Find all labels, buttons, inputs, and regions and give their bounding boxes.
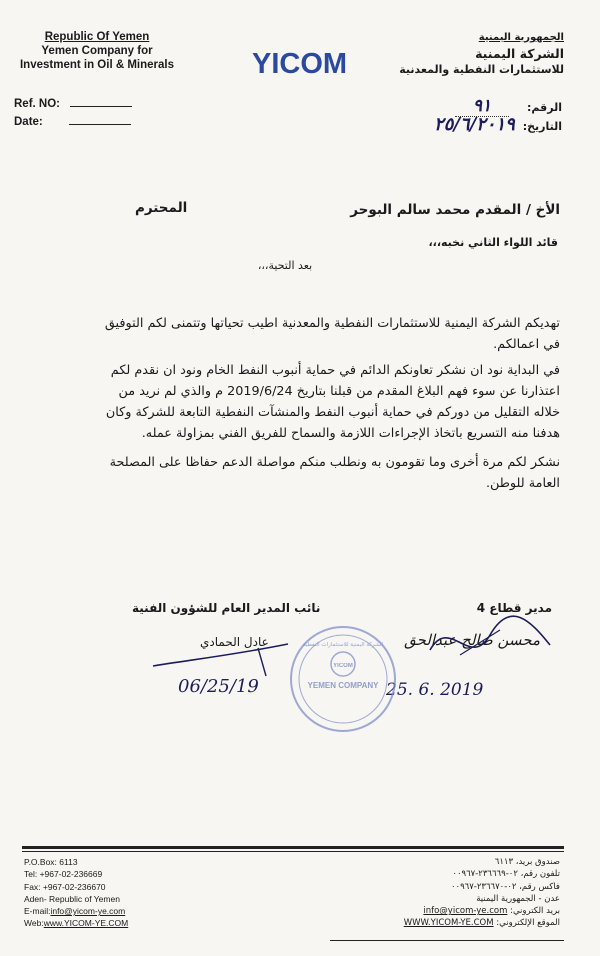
arabic-letterhead: [394, 30, 564, 78]
footer-web-label-ar: الموقع الإلكتروني:: [496, 918, 560, 929]
republic-en: Republic Of Yemen: [44, 31, 150, 43]
republic-ar: الجمهورية اليمنية: [478, 32, 564, 43]
website-link-en[interactable]: www.YICOM-YE.COM: [43, 918, 129, 929]
ar-ref-field: [455, 96, 562, 116]
para2-line3: خلاله التقليل من دوركم في حماية أنبوب النفط والمنشآت النفطية التابعة للشركة وكان: [105, 405, 560, 420]
footer-rule-thin: [22, 851, 564, 852]
right-signature-scribble: [420, 610, 560, 670]
ar-date-field: [434, 114, 562, 135]
ar-date-label: التاريخ:: [522, 120, 562, 133]
para1-line2: في اعمالكم.: [493, 337, 560, 352]
footer-city-en: Aden- Republic of Yemen: [24, 893, 120, 904]
stamp-logo-text: YICOM: [333, 663, 353, 669]
footer-web-ar: [370, 917, 560, 929]
footer-web-label-en: Web:: [24, 918, 44, 929]
logo-mark: [248, 44, 358, 80]
footer-tel-en: Tel: +967-02-236669: [24, 869, 103, 880]
para3-line2: العامة للوطن.: [485, 476, 560, 491]
website-link-ar[interactable]: WWW.YICOM-YE.COM: [403, 918, 494, 929]
company-en-line2: Investment in Oil & Minerals: [19, 59, 174, 71]
paragraph-1: [40, 313, 560, 355]
addressee: الأخ / المقدم محمد سالم البوحر: [350, 202, 560, 218]
footer-fax-ar: فاكس رقم، ٠٢-٢٣٦٦٧٠-٠٠٩٦٧: [450, 881, 560, 892]
footer-fax-en: Fax: +967-02-236670: [24, 881, 106, 892]
addressee-title: قائد اللواء الثاني نخبه،،،: [428, 236, 558, 249]
company-ar-line2: للاستثمارات النفطية والمعدنية: [399, 63, 564, 76]
para1-line1: تهديكم الشركة اليمنية للاستثمارات النفطية والمعدنية اطيب تحياتها وتتمنى لكم التوفيق: [104, 316, 560, 331]
footer-tel-ar: تلفون رقم، ٠٢-٢٣٦٦٦٩-٠٠٩٦٧: [452, 869, 560, 880]
logo-text: YICOM: [252, 48, 348, 80]
english-letterhead: [12, 30, 182, 72]
right-signatory-name: محسن صالح عبدالحق: [404, 631, 540, 649]
greeting: بعد التحية،،،: [257, 259, 313, 272]
email-link-ar[interactable]: info@yicom-ye.com: [423, 906, 508, 917]
honorific: المحترم: [135, 200, 188, 216]
date-blank: [69, 114, 131, 125]
footer-pobox-ar: صندوق بريد، ٦١١٣: [494, 857, 560, 867]
ar-date-value: ٢٥/٦/٢٠١٩: [434, 114, 515, 135]
company-en-line1: Yemen Company for: [41, 45, 153, 57]
email-link-en[interactable]: info@yicom-ye.com: [50, 906, 126, 917]
ar-ref-label: الرقم:: [527, 101, 562, 114]
left-signature-date: 06/25/19: [178, 676, 259, 697]
footer-pobox-en: P.O.Box: 6113: [24, 857, 78, 867]
stamp-center-text: YEMEN COMPANY: [307, 681, 379, 690]
right-signatory-title: مدير قطاع 4: [476, 601, 552, 615]
footer-web-en: [24, 917, 128, 929]
footer-english-contacts: [24, 856, 128, 930]
footer-arabic-contacts: [370, 856, 560, 930]
left-signatory-title: نائب المدير العام للشؤون الفنية: [132, 601, 321, 615]
para2-line2: اعتذارنا عن سوء فهم البلاغ المقدم من قبلنا بتاريخ 2019/6/24 م والذي لم نريد من: [118, 384, 560, 399]
company-stamp: [288, 624, 398, 734]
stamp-outer-text: الشركة اليمنية للاستثمارات النفطية: [302, 642, 384, 648]
paragraph-2: [40, 360, 560, 444]
ref-no-blank: [70, 96, 132, 107]
company-ar-line1: الشركة اليمنية: [475, 46, 564, 61]
footer-bottom-rule: [330, 940, 564, 941]
ar-ref-value: ٩١: [455, 96, 509, 117]
para2-line1: في البداية نود ان نشكر تعاونكم الدائم في حماية أنبوب النفط الخام ونود ان نقدم لكم: [110, 363, 560, 378]
footer-email-en: [24, 905, 128, 917]
right-signature-date: 25. 6. 2019: [386, 680, 484, 700]
date-label: Date:: [14, 116, 43, 128]
left-signatory-name: عادل الحمادي: [200, 635, 269, 649]
date-field: [14, 114, 131, 128]
ref-no-label: Ref. NO:: [14, 98, 60, 110]
ref-no-field: [14, 96, 132, 110]
para3-line1: نشكر لكم مرة أخرى وما تقومون به ونطلب منكم مواصلة الدعم حفاظا على المصلحة: [109, 455, 560, 470]
footer-email-label-en: E-mail:: [24, 906, 51, 917]
footer-rule-thick: [22, 846, 564, 849]
footer-email-label-ar: بريد الكتروني:: [510, 906, 560, 917]
footer-email-ar: [370, 905, 560, 917]
para2-line4: هدفنا منه التسريع باتخاذ الإجراءات اللازمة والسماح للفريق الفني بمزاولة عمله.: [141, 426, 560, 441]
yicom-logo: [248, 44, 358, 80]
footer-city-ar: عدن - الجمهورية اليمنية: [476, 893, 560, 904]
paragraph-3: [40, 452, 560, 494]
